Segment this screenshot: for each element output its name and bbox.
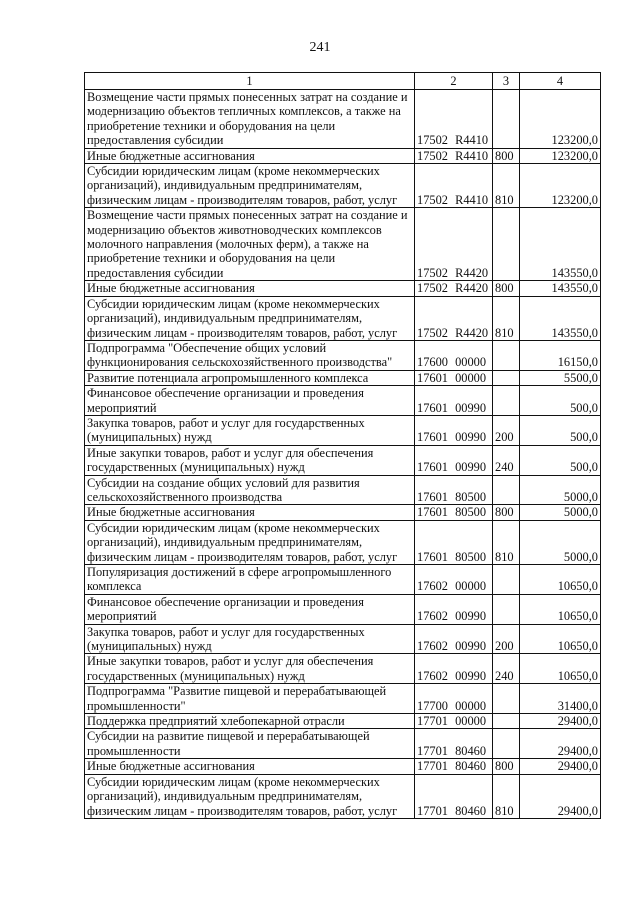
table-row	[85, 208, 601, 281]
table-row	[85, 729, 601, 759]
row-code: 17502 R4410	[415, 164, 493, 208]
row-expense-type: 810	[493, 774, 520, 818]
row-description: Возмещение части прямых понесенных затрат на создание и модернизацию объектов животноводческих комплексов молочного направления (молочных ферм), а также на приобретение техники и оборудования на цели предоставления субсидии	[85, 208, 415, 281]
row-code: 17502 R4420	[415, 296, 493, 340]
row-code: 17700 00000	[415, 684, 493, 714]
row-description: Возмещение части прямых понесенных затрат на создание и модернизацию объектов тепличных комплексов, а также на приобретение техники и оборудования на цели предоставления субсидии	[85, 90, 415, 149]
row-expense-type	[493, 340, 520, 370]
row-code: 17502 R4410	[415, 148, 493, 163]
table-row	[85, 774, 601, 818]
row-amount: 143550,0	[520, 281, 601, 296]
header-col-1: 1	[85, 73, 415, 90]
row-amount: 29400,0	[520, 729, 601, 759]
row-description: Популяризация достижений в сфере агропромышленного комплекса	[85, 565, 415, 595]
row-expense-type	[493, 594, 520, 624]
row-description: Субсидии юридическим лицам (кроме некоммерческих организаций), индивидуальным предпринимателям, физическим лицам - производителям товаров, работ, услуг	[85, 296, 415, 340]
row-amount: 500,0	[520, 386, 601, 416]
row-code: 17502 R4410	[415, 90, 493, 149]
table-row	[85, 445, 601, 475]
table-row	[85, 505, 601, 520]
row-code: 17601 80500	[415, 505, 493, 520]
row-code: 17601 80500	[415, 475, 493, 505]
row-expense-type: 810	[493, 520, 520, 564]
row-expense-type	[493, 565, 520, 595]
table-row	[85, 594, 601, 624]
row-code: 17601 00990	[415, 445, 493, 475]
row-expense-type: 200	[493, 415, 520, 445]
table-row	[85, 565, 601, 595]
table-row	[85, 624, 601, 654]
row-expense-type: 810	[493, 164, 520, 208]
row-code: 17602 00990	[415, 624, 493, 654]
header-col-2: 2	[415, 73, 493, 90]
row-code: 17701 80460	[415, 774, 493, 818]
row-description: Иные бюджетные ассигнования	[85, 505, 415, 520]
row-description: Иные закупки товаров, работ и услуг для обеспечения государственных (муниципальных) нужд	[85, 654, 415, 684]
row-code: 17701 00000	[415, 714, 493, 729]
row-description: Подпрограмма "Обеспечение общих условий функционирования сельскохозяйственного производства"	[85, 340, 415, 370]
row-code: 17601 00990	[415, 386, 493, 416]
row-code: 17701 80460	[415, 729, 493, 759]
row-description: Субсидии на развитие пищевой и перерабатывающей промышленности	[85, 729, 415, 759]
row-description: Субсидии юридическим лицам (кроме некоммерческих организаций), индивидуальным предпринимателям, физическим лицам - производителям товаров, работ, услуг	[85, 520, 415, 564]
table-body	[85, 90, 601, 819]
row-description: Поддержка предприятий хлебопекарной отрасли	[85, 714, 415, 729]
table-row	[85, 164, 601, 208]
row-expense-type	[493, 684, 520, 714]
row-description: Финансовое обеспечение организации и проведения мероприятий	[85, 386, 415, 416]
row-code: 17602 00990	[415, 594, 493, 624]
row-expense-type: 800	[493, 505, 520, 520]
table-row	[85, 281, 601, 296]
row-expense-type: 800	[493, 281, 520, 296]
table-row	[85, 475, 601, 505]
row-amount: 16150,0	[520, 340, 601, 370]
table-row	[85, 340, 601, 370]
row-expense-type	[493, 90, 520, 149]
row-expense-type	[493, 475, 520, 505]
row-description: Финансовое обеспечение организации и проведения мероприятий	[85, 594, 415, 624]
row-amount: 123200,0	[520, 148, 601, 163]
row-amount: 123200,0	[520, 164, 601, 208]
table-row	[85, 386, 601, 416]
row-amount: 5000,0	[520, 475, 601, 505]
row-code: 17502 R4420	[415, 208, 493, 281]
table-row	[85, 296, 601, 340]
row-expense-type: 810	[493, 296, 520, 340]
row-amount: 29400,0	[520, 714, 601, 729]
row-amount: 123200,0	[520, 90, 601, 149]
row-description: Субсидии юридическим лицам (кроме некоммерческих организаций), индивидуальным предпринимателям, физическим лицам - производителям товаров, работ, услуг	[85, 164, 415, 208]
row-amount: 10650,0	[520, 565, 601, 595]
row-code: 17601 80500	[415, 520, 493, 564]
row-expense-type: 240	[493, 654, 520, 684]
row-description: Подпрограмма "Развитие пищевой и перерабатывающей промышленности"	[85, 684, 415, 714]
row-description: Иные бюджетные ассигнования	[85, 148, 415, 163]
row-amount: 143550,0	[520, 208, 601, 281]
row-code: 17602 00000	[415, 565, 493, 595]
table-row	[85, 714, 601, 729]
row-amount: 10650,0	[520, 624, 601, 654]
table-row	[85, 90, 601, 149]
budget-table	[84, 72, 601, 819]
row-amount: 5500,0	[520, 370, 601, 385]
row-expense-type	[493, 370, 520, 385]
row-description: Иные бюджетные ассигнования	[85, 759, 415, 774]
row-description: Субсидии на создание общих условий для развития сельскохозяйственного производства	[85, 475, 415, 505]
row-expense-type: 200	[493, 624, 520, 654]
row-amount: 5000,0	[520, 505, 601, 520]
row-amount: 29400,0	[520, 774, 601, 818]
row-expense-type: 800	[493, 759, 520, 774]
row-description: Субсидии юридическим лицам (кроме некоммерческих организаций), индивидуальным предпринимателям, физическим лицам - производителям товаров, работ, услуг	[85, 774, 415, 818]
row-amount: 29400,0	[520, 759, 601, 774]
header-col-4: 4	[520, 73, 601, 90]
row-amount: 10650,0	[520, 594, 601, 624]
row-code: 17600 00000	[415, 340, 493, 370]
table-row	[85, 684, 601, 714]
row-code: 17601 00990	[415, 415, 493, 445]
row-expense-type	[493, 729, 520, 759]
row-code: 17701 80460	[415, 759, 493, 774]
row-code: 17602 00990	[415, 654, 493, 684]
row-amount: 143550,0	[520, 296, 601, 340]
row-amount: 5000,0	[520, 520, 601, 564]
row-amount: 31400,0	[520, 684, 601, 714]
row-expense-type: 240	[493, 445, 520, 475]
header-row	[85, 73, 601, 90]
table-row	[85, 654, 601, 684]
row-code: 17601 00000	[415, 370, 493, 385]
table-row	[85, 520, 601, 564]
row-expense-type	[493, 208, 520, 281]
row-expense-type: 800	[493, 148, 520, 163]
row-expense-type	[493, 386, 520, 416]
header-col-3: 3	[493, 73, 520, 90]
row-description: Закупка товаров, работ и услуг для государственных (муниципальных) нужд	[85, 415, 415, 445]
table-row	[85, 148, 601, 163]
table-row	[85, 759, 601, 774]
row-expense-type	[493, 714, 520, 729]
row-description: Развитие потенциала агропромышленного комплекса	[85, 370, 415, 385]
table-row	[85, 415, 601, 445]
row-amount: 10650,0	[520, 654, 601, 684]
row-description: Закупка товаров, работ и услуг для государственных (муниципальных) нужд	[85, 624, 415, 654]
row-code: 17502 R4420	[415, 281, 493, 296]
row-description: Иные закупки товаров, работ и услуг для обеспечения государственных (муниципальных) нужд	[85, 445, 415, 475]
row-amount: 500,0	[520, 445, 601, 475]
row-amount: 500,0	[520, 415, 601, 445]
table-row	[85, 370, 601, 385]
page-number: 241	[309, 40, 331, 55]
row-description: Иные бюджетные ассигнования	[85, 281, 415, 296]
